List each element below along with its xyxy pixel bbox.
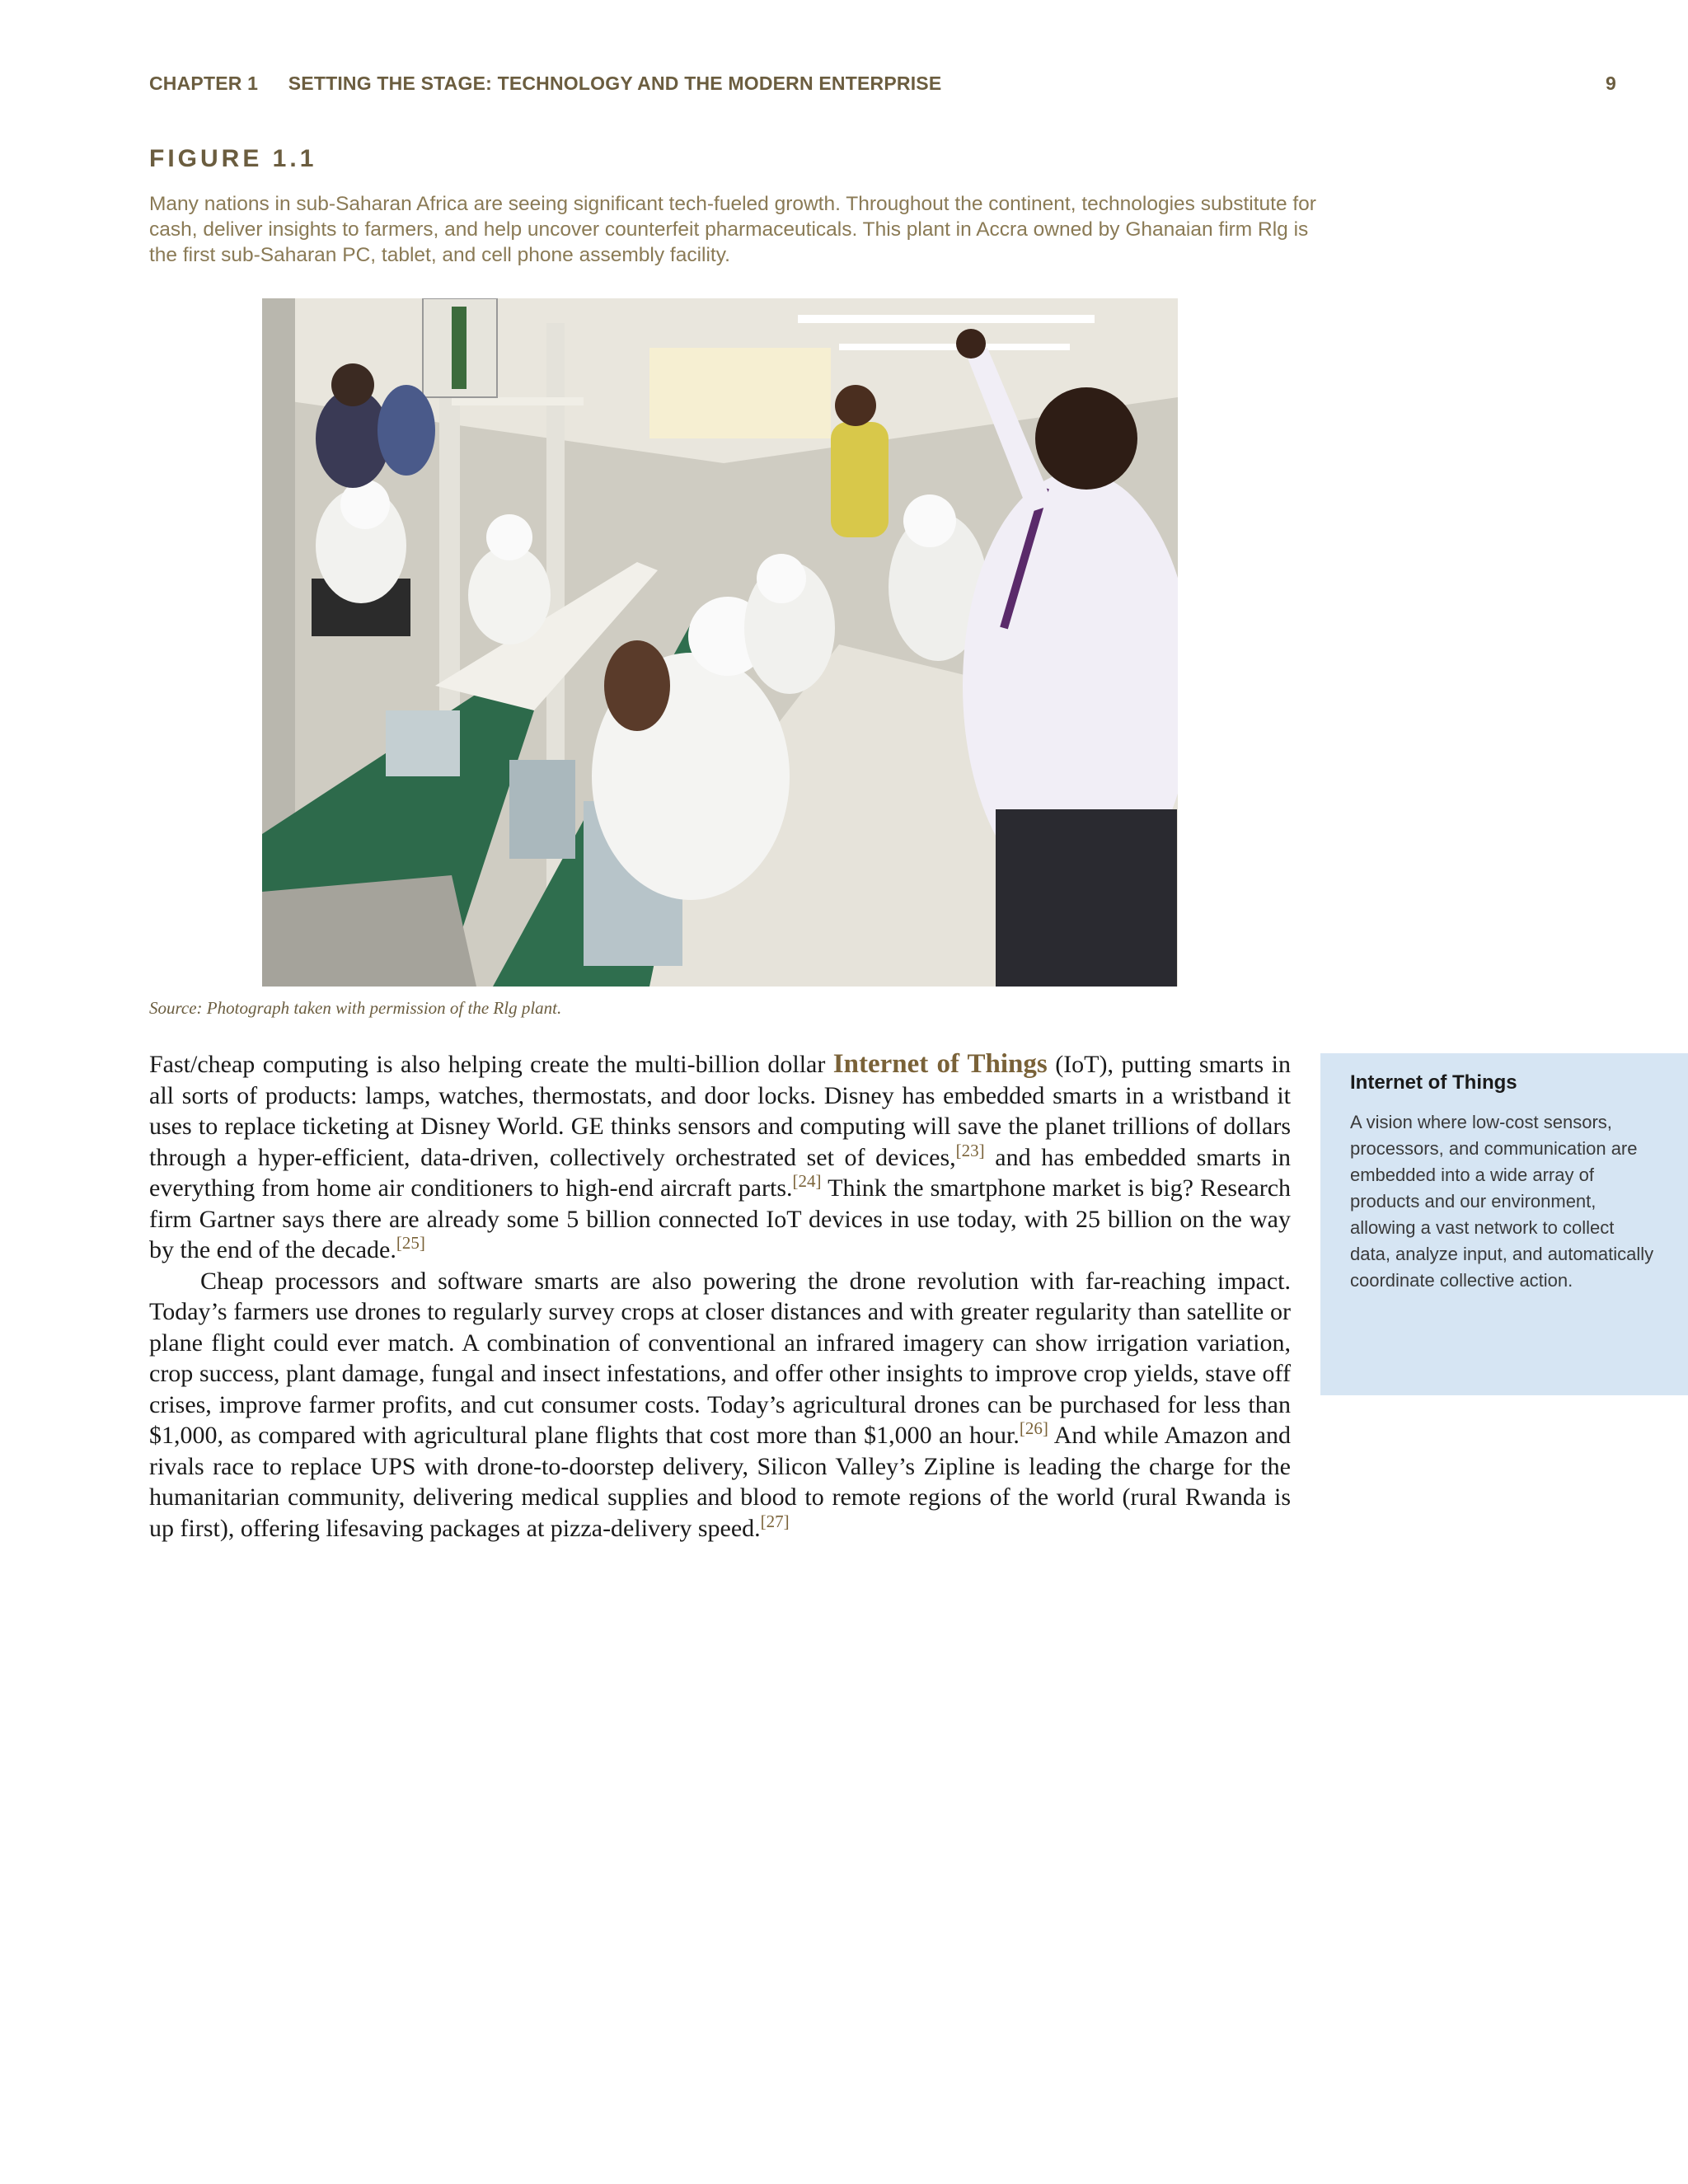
glossary-term: Internet of Things: [1350, 1071, 1517, 1094]
paragraph-1: [149, 1049, 1291, 1266]
citation-26[interactable]: [26]: [1019, 1418, 1048, 1438]
chapter-number: CHAPTER 1: [149, 73, 259, 94]
glossary-sidebar: [1320, 1053, 1688, 1395]
running-head: [149, 73, 1616, 95]
chapter-title: SETTING THE STAGE: TECHNOLOGY AND THE MODERN ENTERPRISE: [288, 73, 942, 94]
text-run: (IoT), putting smarts in all sorts of products: lamps, watches, thermostats, and door locks. Disney has embedded smarts in a wristband it uses to replace ticketing at Disney World. GE thinks sensors and computing will save the planet trillions of dollars through a hyper-efficient, data-driven, collectively orchestrated set of devices,: [149, 1051, 1291, 1171]
text-run: Fast/cheap computing is also helping create the multi-billion dollar: [149, 1051, 833, 1078]
figure-source: Source: Photograph taken with permission of the Rlg plant.: [149, 998, 562, 1018]
citation-25[interactable]: [25]: [396, 1233, 425, 1253]
key-term-internet-of-things: Internet of Things: [832, 1049, 1048, 1079]
body-text: [149, 1049, 1291, 1544]
text-run: and has embedded smarts in everything from home air conditioners to high-end aircraft parts.: [149, 1143, 1291, 1202]
citation-23[interactable]: [23]: [955, 1140, 985, 1160]
text-run: Think the smartphone market is big? Research firm Gartner says there are already some 5 billion connected IoT devices in use today, with 25 billion on the way by the end of the decade.: [149, 1174, 1292, 1263]
figure-label: FIGURE 1.1: [149, 145, 317, 172]
glossary-definition: A vision where low-cost sensors, processors, and communication are embedded into a wide array of products and our environment, allowing a vast network to collect data, analyze input, and automatically coordinate collective action.: [1350, 1112, 1654, 1291]
page-number: 9: [1606, 73, 1616, 94]
figure-caption: Many nations in sub-Saharan Africa are seeing significant tech-fueled growth. Throughout the continent, technologies substitute for cash, deliver insights to farmers, and help uncover counterfeit pharmaceuticals. This plant in Accra owned by Ghanaian firm Rlg is the first sub-Saharan PC, tablet, and cell phone assembly facility.: [149, 193, 1316, 266]
text-run: And while Amazon and rivals race to replace UPS with drone-to-doorstep delivery, Silicon Valley’s Zipline is leading the charge for the humanitarian community, delivering medical supplies and blood to remote regions of the world (rural Rwanda is up first), offering lifesaving packages at pizza-delivery speed.: [149, 1422, 1291, 1542]
factory-photo: [262, 298, 1178, 987]
assembly-line-illustration: [262, 298, 1178, 987]
paragraph-2: [149, 1266, 1291, 1544]
text-run: Cheap processors and software smarts are also powering the drone revolution with far-reaching impact. Today’s farmers use drones to regularly survey crops at closer distances and with greater regularity than satellite or plane flight could ever match. A combination of conventional an infrared imagery can show irrigation variation, crop success, plant damage, fungal and insect infestations, and offer other insights to improve crop yields, stave off crises, improve farmer profits, and cut consumer costs. Today’s agricultural drones can be purchased for less than $1,000, as compared with agricultural plane flights that cost more than $1,000 an hour.: [149, 1267, 1291, 1449]
citation-27[interactable]: [27]: [760, 1511, 790, 1531]
citation-24[interactable]: [24]: [792, 1171, 822, 1191]
